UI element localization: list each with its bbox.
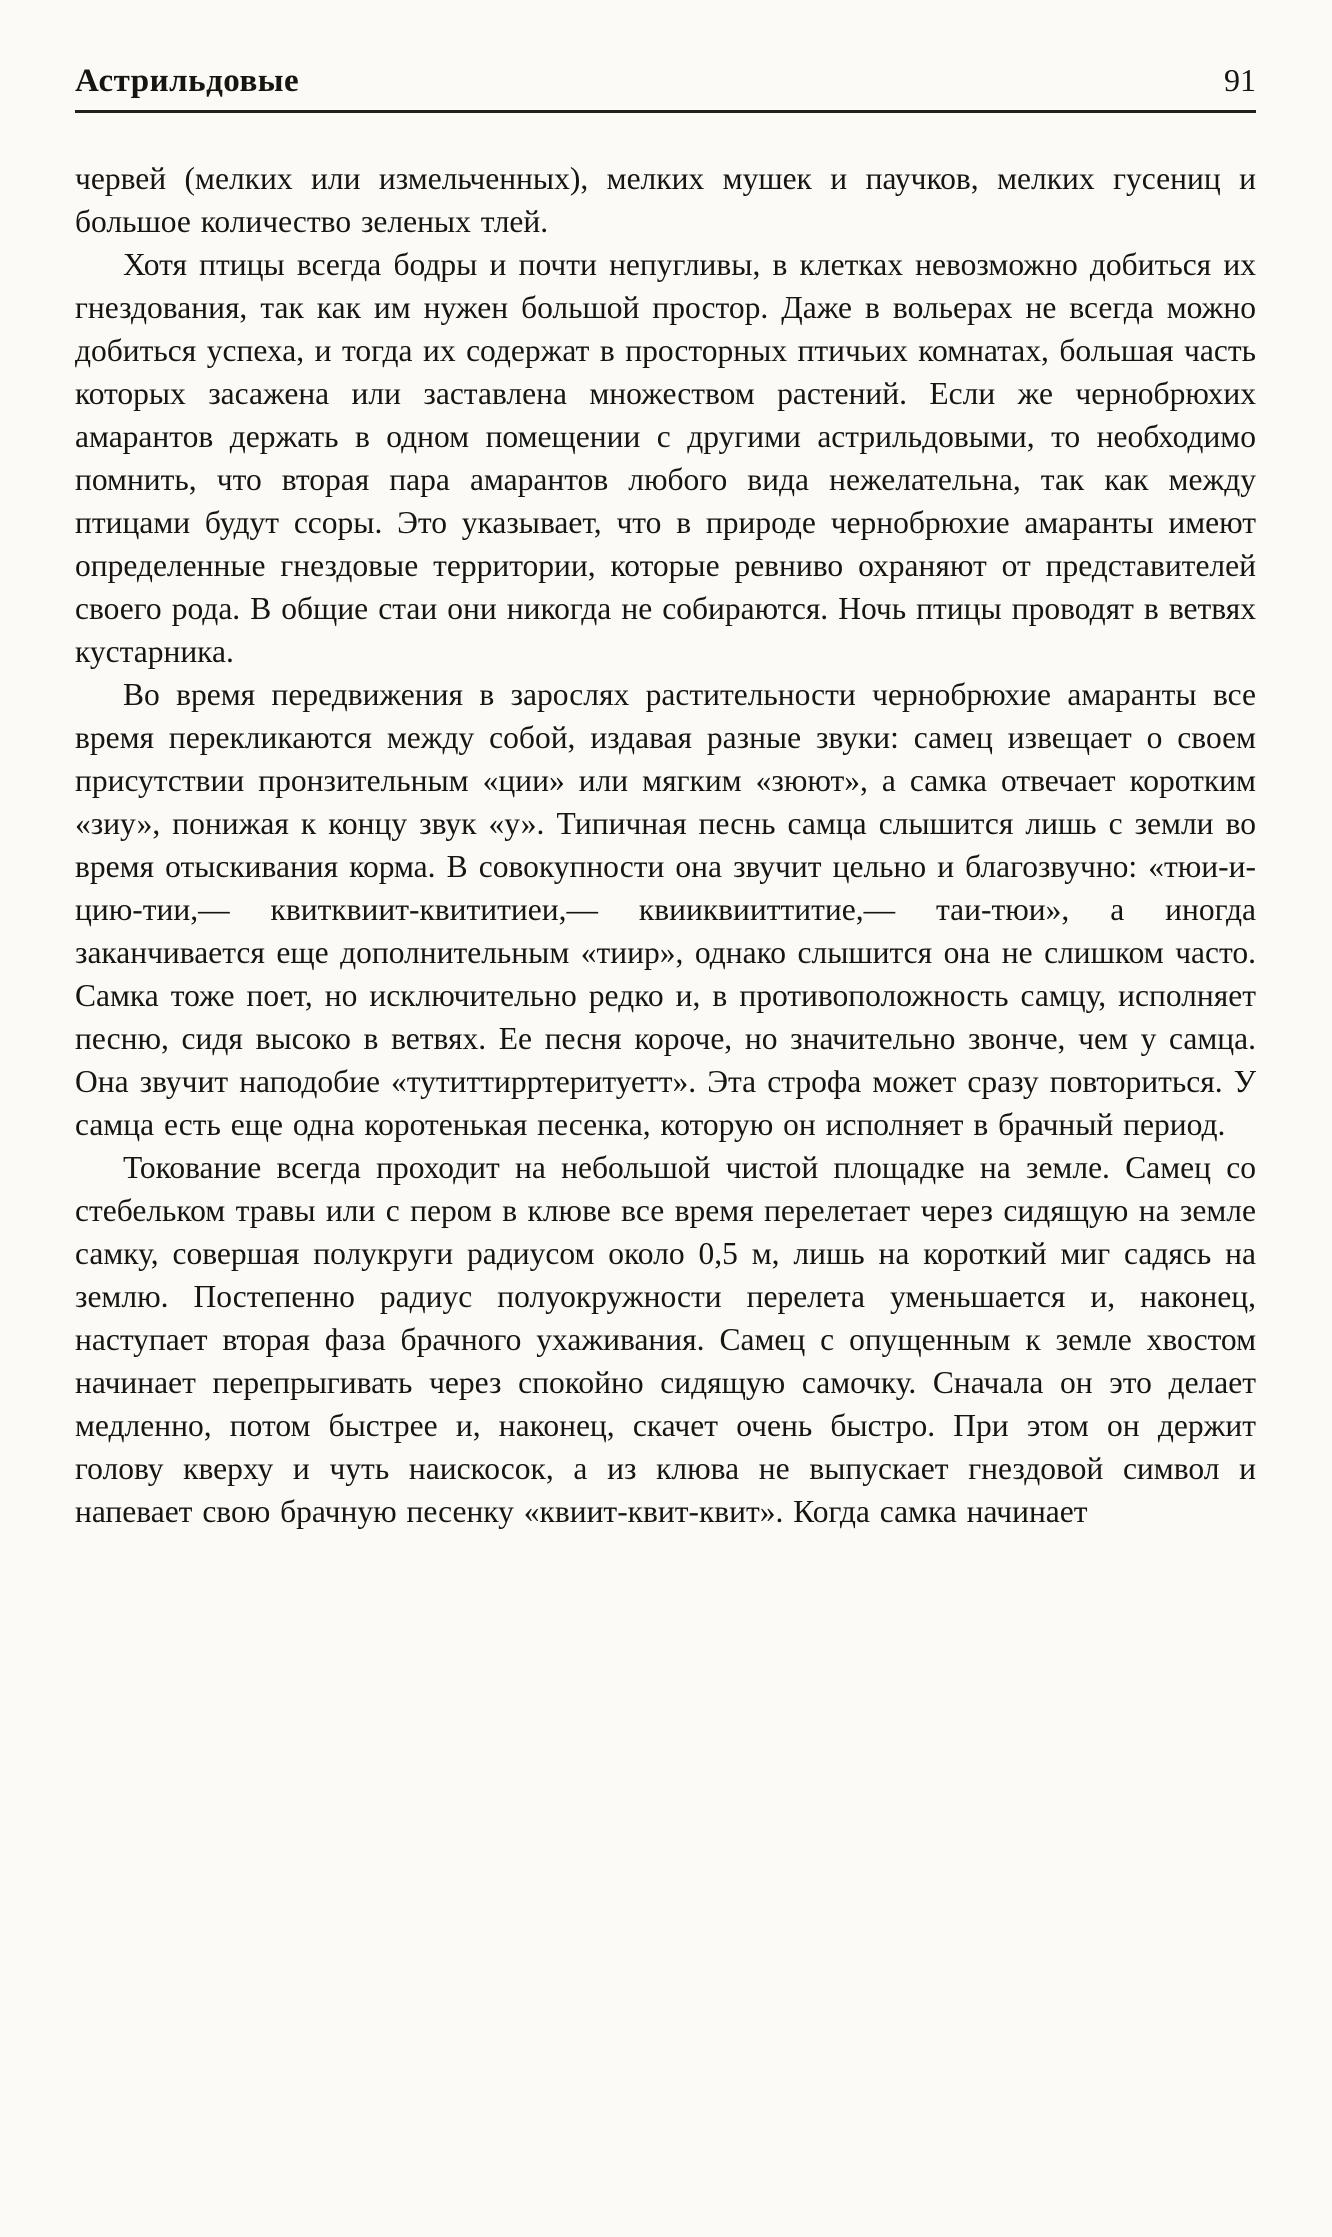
paragraph: Во время передвижения в зарослях растительности чернобрюхие амаранты все время перекликаются между собой, издавая разные звуки: самец извещает о своем присутствии пронзительным «ции» или мягким «зюют», а самка отвечает коротким «зиу», понижая к концу звук «у». Типичная песнь самца слышится лишь с земли во время отыскивания корма. В совокупности она звучит цельно и благозвучно: «тюи-и-цию-тии,— квитквиит-квититиеи,— квииквииттитие,— таи-тюи», а иногда заканчивается еще дополнительным «тиир», однако слышится она не слишком часто. Самка тоже поет, но исключительно редко и, в противоположность самцу, исполняет песню, сидя высоко в ветвях. Ее песня короче, но значительно звонче, чем у самца. Она звучит наподобие «тутиттирртеритуетт». Эта строфа может сразу повториться. У самца есть еще одна коротенькая песенка, которую он исполняет в брачный период. (75, 677, 1256, 1142)
page-body (75, 157, 1256, 1533)
paragraph: Токование всегда проходит на небольшой чистой площадке на земле. Самец со стебельком травы или с пером в клюве все время перелетает через сидящую на земле самку, совершая полукруги радиусом около 0,5 м, лишь на короткий миг садясь на землю. Постепенно радиус полуокружности перелета уменьшается и, наконец, наступает вторая фаза брачного ухаживания. Самец с опущенным к земле хвостом начинает перепрыгивать через спокойно сидящую самочку. Сначала он это делает медленно, потом быстрее и, наконец, скачет очень быстро. При этом он держит голову кверху и чуть наискосок, а из клюва не выпускает гнездовой символ и напевает свою брачную песенку «квиит-квит-квит». Когда самка начинает (75, 1150, 1256, 1529)
page-number: 91 (1224, 62, 1256, 98)
paragraph: Хотя птицы всегда бодры и почти непугливы, в клетках невозможно добиться их гнездования, так как им нужен большой простор. Даже в вольерах не всегда можно добиться успеха, и тогда их содержат в просторных птичьих комнатах, большая часть которых засажена или заставлена множеством растений. Если же чернобрюхих амарантов держать в одном помещении с другими астрильдовыми, то необходимо помнить, что вторая пара амарантов любого вида нежелательна, так как между птицами будут ссоры. Это указывает, что в природе чернобрюхие амаранты имеют определенные гнездовые территории, которые ревниво охраняют от представителей своего рода. В общие стаи они никогда не собираются. Ночь птицы проводят в ветвях кустарника. (75, 247, 1256, 669)
paragraph: червей (мелких или измельченных), мелких мушек и паучков, мелких гусениц и большое количество зеленых тлей. (75, 161, 1256, 239)
running-head-title: Астрильдовые (75, 63, 300, 99)
page-header (75, 62, 1256, 113)
